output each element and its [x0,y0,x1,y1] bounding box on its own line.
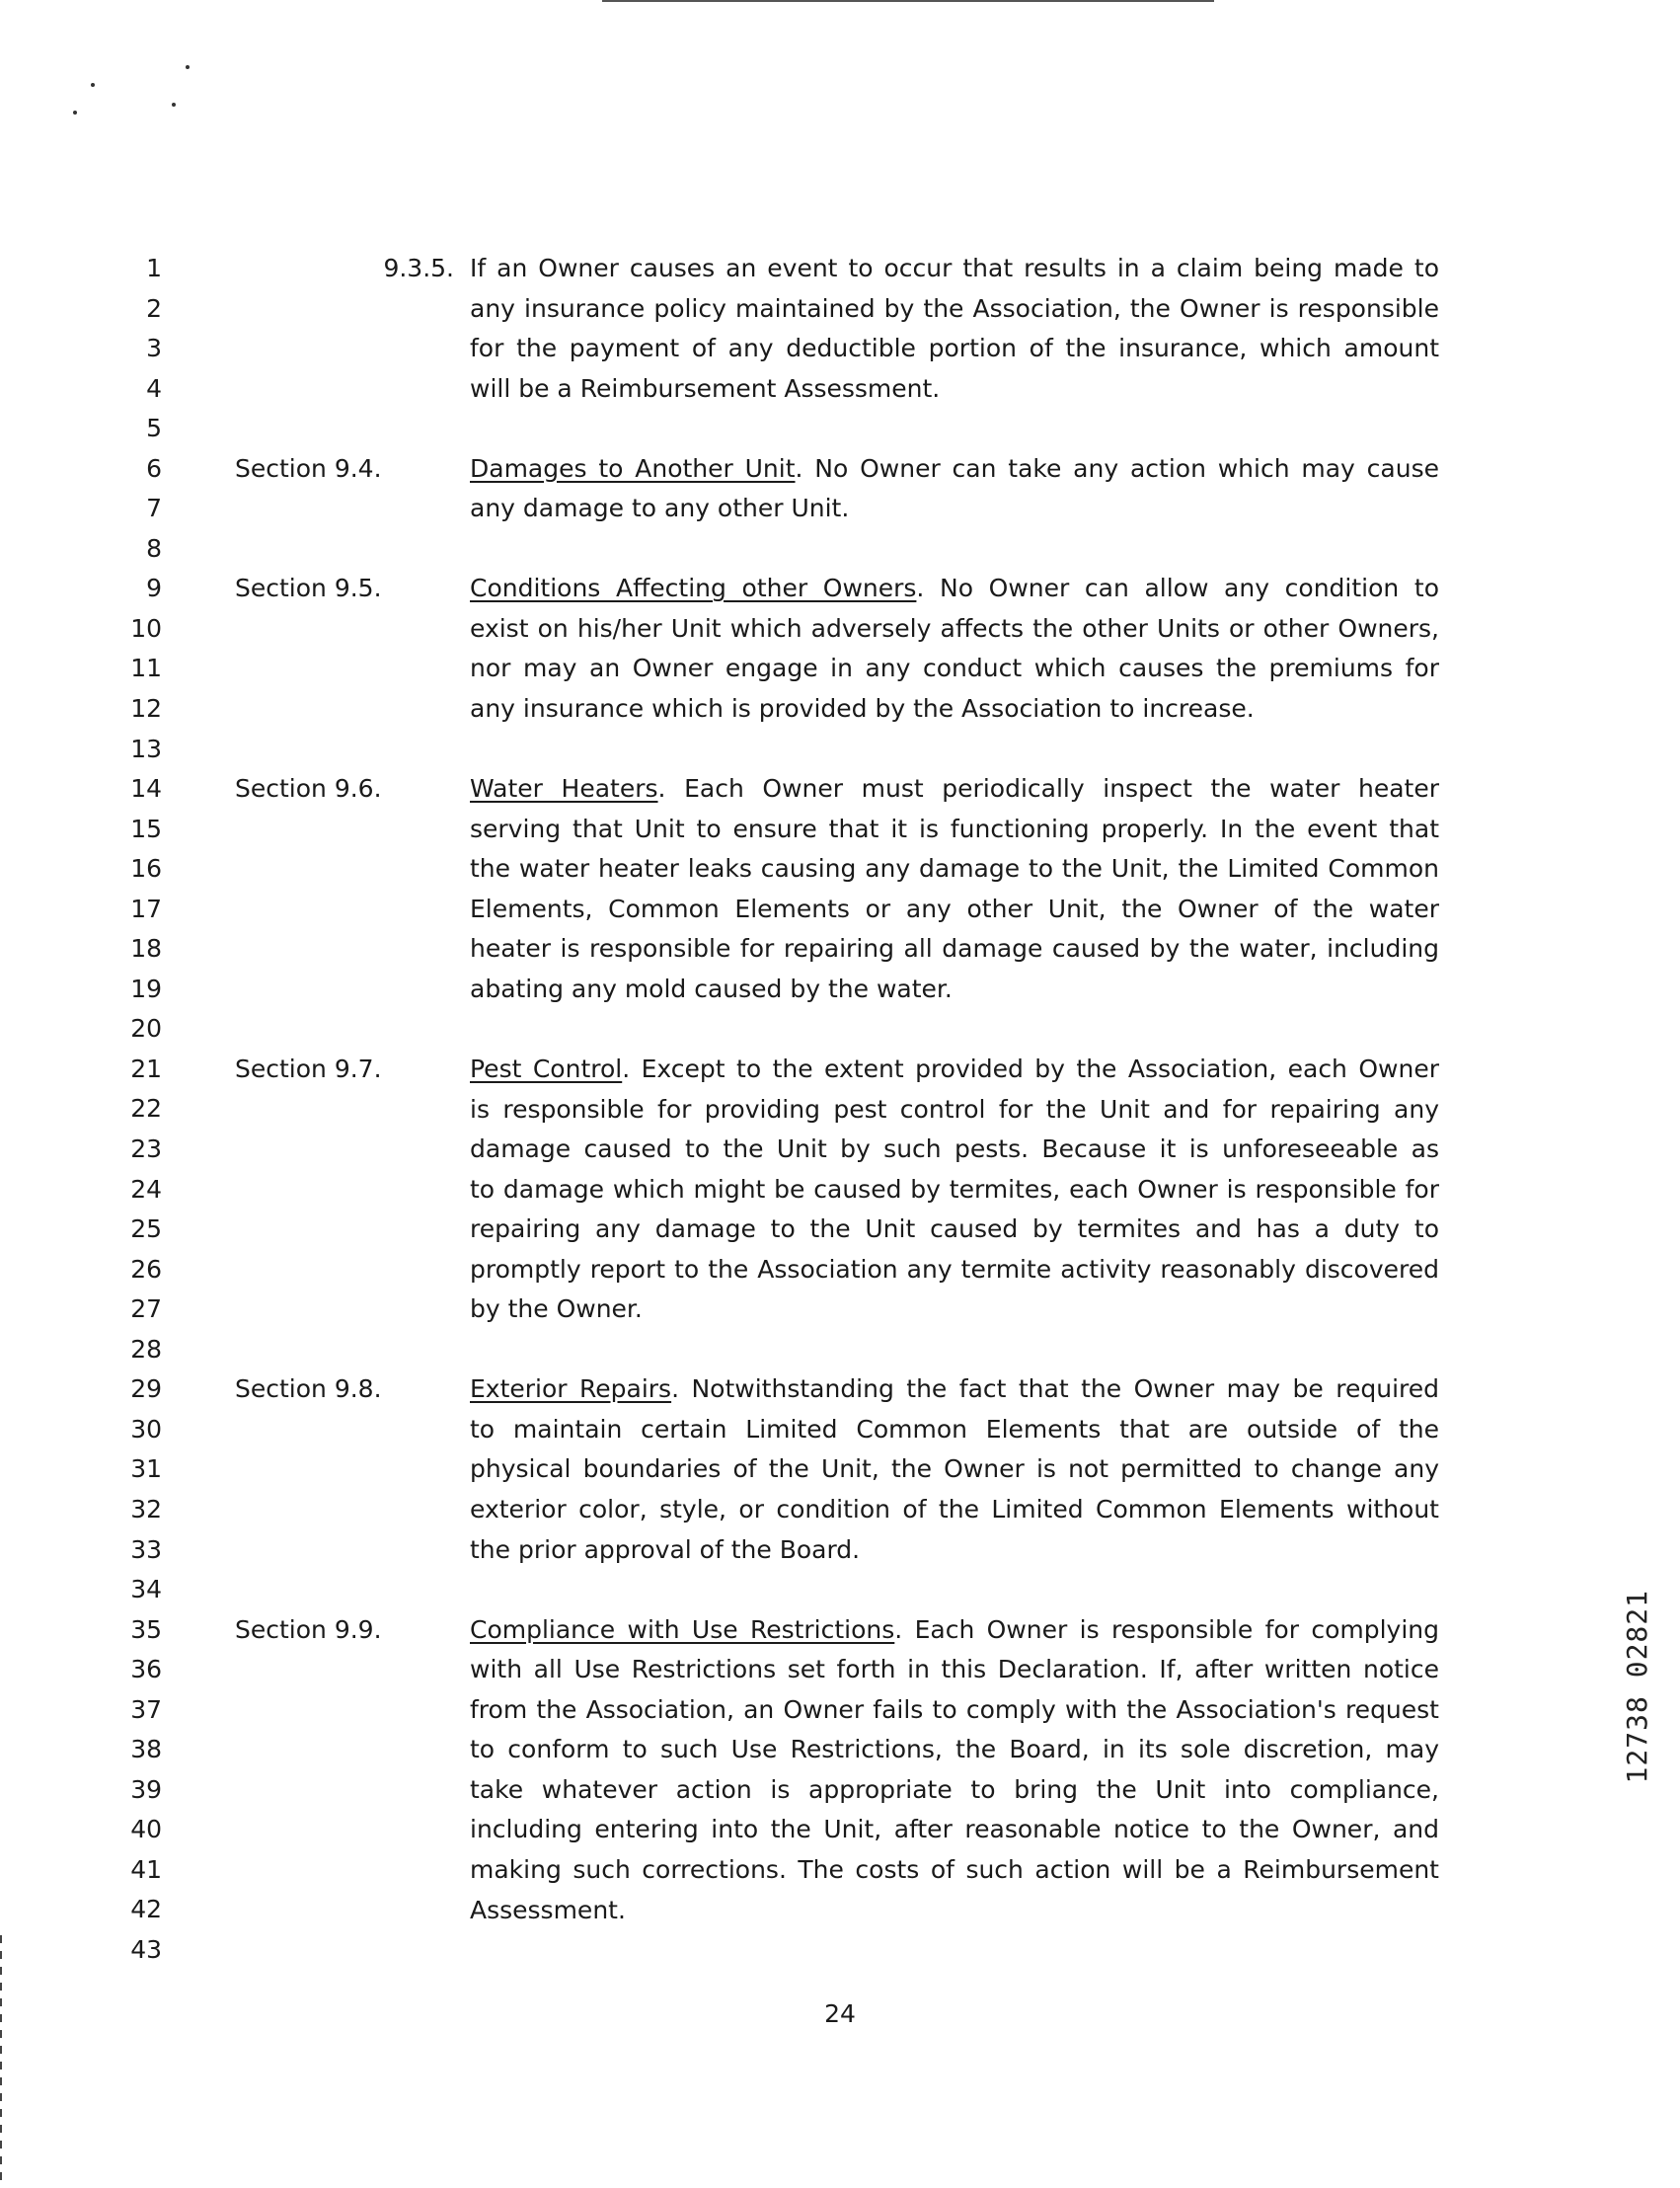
section-text [470,1050,1439,1330]
recording-stamp: 12738 02821 [1621,1590,1653,1784]
text-line: to maintain certain Limited Common Elements that are outside of the [470,1414,1439,1444]
line-number: 17 [130,894,162,923]
text-line: with all Use Restrictions set forth in this Declaration. If, after written notice [470,1655,1439,1684]
line-number: 36 [130,1655,162,1684]
text-line: the prior approval of the Board. [470,1534,861,1564]
line-number: 19 [130,974,162,1003]
text-line: to damage which might be caused by termites, each Owner is responsible for [470,1174,1439,1204]
text-line: for the payment of any deductible portion of the insurance, which amount [470,334,1439,363]
section-text [470,1369,1439,1570]
line-number: 9 [146,574,162,603]
text-line: repairing any damage to the Unit caused by termites and has a duty to [470,1214,1439,1244]
text-line: physical boundaries of the Unit, the Owner is not permitted to change any [470,1454,1439,1484]
text-line: Assessment. [470,1895,626,1924]
section-text [470,249,1439,409]
section-label: Section 9.7. [235,1055,382,1083]
line-number: 13 [130,734,162,763]
text-fragment: . Except to the extent provided by the Association, each Owner [622,1055,1439,1083]
line-number: 24 [130,1174,162,1204]
line-number: 32 [130,1494,162,1524]
line-number: 38 [130,1735,162,1764]
scan-top-rule [602,0,1214,2]
text-line: making such corrections. The costs of such action will be a Reimbursement [470,1854,1439,1884]
line-number: 12 [130,694,162,724]
section-heading: Pest Control [470,1055,623,1083]
text-line [470,569,1439,609]
section-text [470,769,1439,1009]
line-number: 7 [146,494,162,523]
line-number: 27 [130,1294,162,1324]
text-line [470,1369,1439,1410]
line-number: 37 [130,1694,162,1724]
section-text [470,569,1439,729]
scan-left-edge [0,1935,2,2188]
line-number: 5 [146,414,162,443]
text-line [470,449,1439,490]
line-number: 40 [130,1815,162,1844]
text-line: serving that Unit to ensure that it is functioning properly. In the event that [470,814,1439,843]
line-number: 42 [130,1895,162,1924]
line-number: 35 [130,1614,162,1644]
text-line: damage caused to the Unit by such pests. Because it is unforeseeable as [470,1134,1439,1164]
line-number: 31 [130,1454,162,1484]
text-line [470,769,1439,810]
line-number: 3 [146,334,162,363]
text-line: If an Owner causes an event to occur that results in a claim being made to [470,254,1439,282]
scan-speck [186,65,190,69]
text-fragment: . Notwithstanding the fact that the Owner may be required [671,1374,1439,1404]
text-line: exist on his/her Unit which adversely affects the other Units or other Owners, [470,613,1439,643]
line-number: 10 [130,613,162,643]
text-line: take whatever action is appropriate to bring the Unit into compliance, [470,1774,1439,1804]
line-number: 23 [130,1134,162,1164]
line-number: 1 [146,254,162,282]
section-heading: Compliance with Use Restrictions [470,1614,895,1644]
text-line: any insurance which is provided by the Association to increase. [470,694,1255,724]
text-line: heater is responsible for repairing all damage caused by the water, including [470,934,1439,964]
scan-speck [91,83,95,87]
text-line: is responsible for providing pest control for the Unit and for repairing any [470,1094,1439,1124]
scan-speck [172,103,176,107]
line-number: 39 [130,1774,162,1804]
line-number: 20 [130,1014,162,1044]
line-number: 6 [146,453,162,483]
line-number: 26 [130,1254,162,1284]
text-line: abating any mold caused by the water. [470,974,953,1003]
text-line: by the Owner. [470,1294,643,1324]
section-heading: Conditions Affecting other Owners [470,574,917,603]
line-number: 8 [146,533,162,563]
line-number: 29 [130,1374,162,1404]
line-number: 11 [130,654,162,683]
text-line: Elements, Common Elements or any other Unit, the Owner of the water [470,894,1439,923]
line-number: 18 [130,934,162,964]
section-text [470,449,1439,529]
section-label: Section 9.5. [235,574,382,603]
text-line: any damage to any other Unit. [470,494,850,523]
text-fragment: . No Owner can take any action which may cause [795,453,1439,483]
line-number: 15 [130,814,162,843]
line-number: 30 [130,1414,162,1444]
text-line: exterior color, style, or condition of the Limited Common Elements without [470,1495,1439,1524]
line-number: 14 [130,774,162,804]
text-line [470,1050,1439,1090]
text-fragment: . Each Owner must periodically inspect the water heater [657,774,1439,804]
text-line: nor may an Owner engage in any conduct which causes the premiums for [470,654,1439,683]
text-line: the water heater leaks causing any damage to the Unit, the Limited Common [470,854,1439,884]
line-number: 25 [130,1214,162,1244]
line-number: 4 [146,373,162,403]
line-number: 33 [130,1534,162,1564]
text-line: any insurance policy maintained by the Association, the Owner is responsible [470,293,1439,323]
text-line: including entering into the Unit, after reasonable notice to the Owner, and [470,1815,1439,1844]
text-line [470,1610,1439,1651]
section-text [470,1610,1439,1930]
section-label: Section 9.9. [235,1614,382,1644]
line-number: 2 [146,293,162,323]
text-line: promptly report to the Association any termite activity reasonably discovered [470,1254,1439,1284]
line-number: 21 [130,1054,162,1083]
line-number: 43 [130,1934,162,1964]
section-heading: Damages to Another Unit [470,453,796,483]
text-line: will be a Reimbursement Assessment. [470,373,941,403]
line-number: 28 [130,1334,162,1364]
text-line: from the Association, an Owner fails to comply with the Association's request [470,1694,1439,1724]
section-heading: Water Heaters [470,774,658,804]
text-line: to conform to such Use Restrictions, the Board, in its sole discretion, may [470,1735,1439,1764]
line-number: 34 [130,1575,162,1604]
section-label: Section 9.4. [235,453,382,483]
section-label: Section 9.6. [235,774,382,804]
page-number: 24 [824,1999,856,2028]
text-fragment: . No Owner can allow any condition to [916,574,1439,603]
section-label: Section 9.8. [235,1374,382,1404]
line-number: 16 [130,854,162,884]
line-number: 22 [130,1094,162,1124]
line-number: 41 [130,1854,162,1884]
text-fragment: . Each Owner is responsible for complying [894,1614,1439,1644]
section-heading: Exterior Repairs [470,1374,672,1404]
section-label: 9.3.5. [383,254,454,282]
scan-speck [73,111,77,115]
line-number-column [99,249,168,1971]
